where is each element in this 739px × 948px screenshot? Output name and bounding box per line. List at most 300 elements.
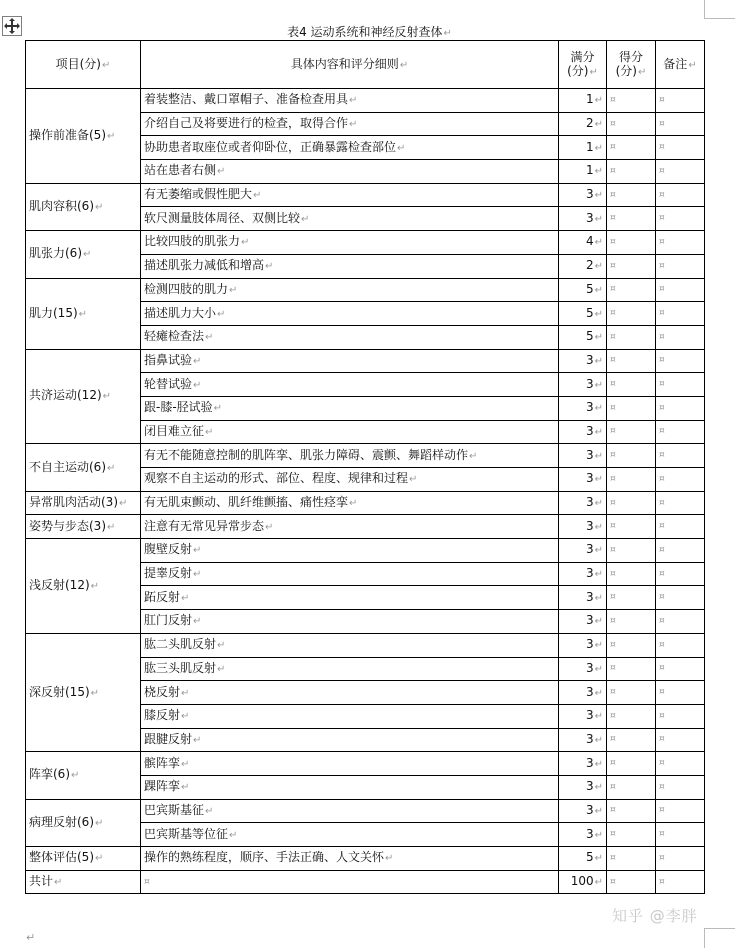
paragraph-mark-icon: ↵ (181, 711, 190, 723)
item-cell[interactable] (26, 847, 141, 871)
full-score-cell[interactable] (559, 183, 607, 207)
cell-end-mark-icon: ¤ (659, 687, 665, 698)
cell-end-mark-icon: ¤ (610, 355, 616, 366)
cell-end-mark-icon: ¤ (610, 379, 616, 390)
cell-end-mark-icon: ¤ (659, 829, 665, 840)
note-cell[interactable] (656, 254, 705, 278)
note-cell[interactable] (656, 160, 705, 184)
note-cell[interactable] (656, 420, 705, 444)
got-score-cell[interactable] (607, 231, 656, 255)
table-row (26, 633, 705, 657)
full-score-cell[interactable] (559, 278, 607, 302)
item-label: 肌张力(6) (29, 246, 82, 261)
full-score-cell[interactable] (559, 444, 607, 468)
paragraph-mark-icon: ↵ (594, 853, 603, 865)
total-note-cell[interactable]: ¤ (656, 870, 705, 894)
full-score-value: 5 (585, 329, 594, 344)
item-cell[interactable] (26, 231, 141, 278)
full-score-cell[interactable] (559, 491, 607, 515)
paragraph-mark-icon: ↵ (594, 616, 603, 628)
paragraph-mark-icon: ↵ (95, 201, 104, 213)
detail-text: 跖反射 (144, 589, 181, 604)
detail-text: 踝阵挛 (144, 779, 181, 794)
got-score-cell[interactable] (607, 183, 656, 207)
note-cell[interactable] (656, 775, 705, 799)
full-score-cell[interactable] (559, 231, 607, 255)
cell-end-mark-icon: ¤ (610, 663, 616, 674)
item-cell[interactable] (26, 444, 141, 491)
detail-cell[interactable] (141, 373, 559, 397)
paragraph-mark-icon: ↵ (349, 119, 358, 131)
got-score-cell[interactable] (607, 610, 656, 634)
got-score-cell[interactable] (607, 325, 656, 349)
cell-end-mark-icon: ¤ (659, 734, 665, 745)
got-score-cell[interactable] (607, 491, 656, 515)
cell-end-mark-icon: ¤ (659, 94, 665, 105)
got-score-cell[interactable] (607, 444, 656, 468)
table-row (26, 515, 705, 539)
full-score-value: 5 (585, 850, 594, 865)
cell-end-mark-icon: ¤ (659, 118, 665, 129)
full-score-cell[interactable] (559, 610, 607, 634)
got-score-cell[interactable] (607, 254, 656, 278)
note-cell[interactable] (656, 539, 705, 563)
paragraph-mark-icon: ↵ (229, 284, 238, 296)
full-score-cell[interactable] (559, 89, 607, 113)
full-score-cell[interactable] (559, 302, 607, 326)
header-note[interactable]: 备注↵ (656, 41, 705, 89)
got-score-cell[interactable] (607, 775, 656, 799)
detail-text: 跟腱反射 (144, 731, 193, 746)
full-score-cell[interactable] (559, 586, 607, 610)
paragraph-mark-icon: ↵ (95, 853, 104, 865)
detail-cell[interactable] (141, 278, 559, 302)
total-detail-cell[interactable]: ¤ (141, 870, 559, 894)
detail-cell[interactable] (141, 633, 559, 657)
cell-end-mark-icon: ¤ (659, 355, 665, 366)
got-score-cell[interactable] (607, 160, 656, 184)
detail-text: 描述肌力大小 (144, 305, 217, 320)
item-label: 操作前准备(5) (29, 127, 106, 142)
detail-cell[interactable] (141, 681, 559, 705)
detail-cell[interactable] (141, 254, 559, 278)
paragraph-mark-icon: ↵ (193, 616, 202, 628)
note-cell[interactable] (656, 112, 705, 136)
note-cell[interactable] (656, 586, 705, 610)
got-score-cell[interactable] (607, 704, 656, 728)
note-cell[interactable] (656, 633, 705, 657)
detail-cell[interactable] (141, 775, 559, 799)
got-score-cell[interactable] (607, 799, 656, 823)
detail-text: 轮替试验 (144, 376, 193, 391)
item-cell[interactable] (26, 278, 141, 349)
detail-cell[interactable] (141, 539, 559, 563)
note-cell[interactable] (656, 183, 705, 207)
got-score-cell[interactable] (607, 539, 656, 563)
paragraph-mark-icon: ↵ (193, 545, 202, 557)
paragraph-mark-icon: ↵ (594, 498, 603, 510)
paragraph-mark-icon: ↵ (594, 190, 603, 202)
paragraph-mark-icon: ↵ (181, 758, 190, 770)
detail-cell[interactable] (141, 728, 559, 752)
full-score-cell[interactable] (559, 704, 607, 728)
table-row (26, 231, 705, 255)
full-score-cell[interactable] (559, 349, 607, 373)
note-cell[interactable] (656, 610, 705, 634)
full-score-value: 2 (585, 116, 594, 131)
detail-cell[interactable] (141, 89, 559, 113)
detail-cell[interactable] (141, 349, 559, 373)
note-cell[interactable] (656, 136, 705, 160)
detail-cell[interactable] (141, 823, 559, 847)
detail-text: 注意有无常见异常步态 (144, 518, 265, 533)
detail-text: 腹壁反射 (144, 542, 193, 557)
paragraph-mark-icon: ↵ (193, 355, 202, 367)
note-cell[interactable] (656, 681, 705, 705)
full-score-cell[interactable] (559, 207, 607, 231)
header-item[interactable]: 项目(分)↵ (26, 41, 141, 89)
full-score-value: 3 (585, 400, 594, 415)
full-score-value: 1 (585, 92, 594, 107)
item-cell[interactable] (26, 752, 141, 799)
full-score-value: 3 (585, 613, 594, 628)
got-score-cell[interactable] (607, 89, 656, 113)
item-cell[interactable] (26, 633, 141, 751)
got-score-cell[interactable] (607, 681, 656, 705)
got-score-cell[interactable] (607, 847, 656, 871)
cell-end-mark-icon: ¤ (610, 852, 616, 863)
full-score-cell[interactable] (559, 420, 607, 444)
cell-end-mark-icon: ¤ (610, 734, 616, 745)
cell-end-mark-icon: ¤ (659, 165, 665, 176)
paragraph-mark-icon: ↵ (385, 853, 394, 865)
paragraph-mark-icon: ↵ (594, 332, 603, 344)
got-score-cell[interactable] (607, 349, 656, 373)
paragraph-mark-icon: ↵ (594, 545, 603, 557)
note-cell[interactable] (656, 231, 705, 255)
paragraph-mark-icon: ↵ (594, 569, 603, 581)
paragraph-mark-icon: ↵ (205, 805, 214, 817)
detail-cell[interactable] (141, 752, 559, 776)
detail-cell[interactable] (141, 136, 559, 160)
full-score-cell[interactable] (559, 468, 607, 492)
paragraph-mark-icon: ↵ (119, 498, 128, 510)
full-score-value: 5 (585, 281, 594, 296)
got-score-cell[interactable] (607, 823, 656, 847)
total-label-cell[interactable]: 共计↵ (26, 870, 141, 894)
cell-end-mark-icon: ¤ (610, 592, 616, 603)
paragraph-mark-icon: ↵ (217, 663, 226, 675)
paragraph-mark-icon: ↵ (265, 261, 274, 273)
detail-cell[interactable] (141, 444, 559, 468)
paragraph-mark-icon: ↵ (193, 734, 202, 746)
detail-text: 肱二头肌反射 (144, 637, 217, 652)
detail-text: 提睾反射 (144, 566, 193, 581)
item-cell[interactable] (26, 515, 141, 539)
item-cell[interactable] (26, 349, 141, 444)
paragraph-mark-icon: ↵ (594, 355, 603, 367)
note-cell[interactable] (656, 657, 705, 681)
detail-cell[interactable] (141, 302, 559, 326)
paragraph-mark-icon: ↵ (594, 687, 603, 699)
full-score-cell[interactable] (559, 775, 607, 799)
note-cell[interactable] (656, 207, 705, 231)
paragraph-mark-icon: ↵ (469, 450, 478, 462)
full-score-value: 3 (585, 447, 594, 462)
note-cell[interactable] (656, 349, 705, 373)
detail-cell[interactable] (141, 847, 559, 871)
full-score-value: 3 (585, 731, 594, 746)
detail-cell[interactable] (141, 112, 559, 136)
note-cell[interactable] (656, 444, 705, 468)
full-score-cell[interactable] (559, 657, 607, 681)
paragraph-mark-icon: ↵ (241, 237, 250, 249)
item-label: 肌力(15) (29, 305, 78, 320)
full-score-cell[interactable] (559, 515, 607, 539)
cell-end-mark-icon: ¤ (610, 568, 616, 579)
cell-end-mark-icon: ¤ (610, 544, 616, 555)
note-cell[interactable] (656, 468, 705, 492)
note-cell[interactable] (656, 728, 705, 752)
cell-end-mark-icon: ¤ (610, 615, 616, 626)
paragraph-mark-icon: ↵ (193, 379, 202, 391)
full-score-value: 3 (585, 376, 594, 391)
detail-cell[interactable] (141, 515, 559, 539)
note-cell[interactable] (656, 491, 705, 515)
detail-cell[interactable] (141, 704, 559, 728)
full-score-value: 3 (585, 187, 594, 202)
paragraph-mark-icon: ↵ (301, 213, 310, 225)
item-cell[interactable] (26, 183, 141, 230)
cell-end-mark-icon: ¤ (610, 402, 616, 413)
detail-text: 膝反射 (144, 708, 181, 723)
full-score-value: 3 (585, 210, 594, 225)
detail-cell[interactable] (141, 207, 559, 231)
cell-end-mark-icon: ¤ (659, 805, 665, 816)
full-score-cell[interactable] (559, 847, 607, 871)
full-score-cell[interactable] (559, 633, 607, 657)
paragraph-mark-icon: ↵ (594, 521, 603, 533)
cell-end-mark-icon: ¤ (659, 497, 665, 508)
detail-cell[interactable] (141, 799, 559, 823)
full-score-cell[interactable] (559, 728, 607, 752)
cell-end-mark-icon: ¤ (610, 781, 616, 792)
full-score-cell[interactable] (559, 136, 607, 160)
note-cell[interactable] (656, 325, 705, 349)
table-row (26, 539, 705, 563)
item-cell[interactable] (26, 539, 141, 634)
full-score-cell[interactable] (559, 752, 607, 776)
full-score-value: 3 (585, 495, 594, 510)
cell-end-mark-icon: ¤ (610, 331, 616, 342)
cell-end-mark-icon: ¤ (610, 308, 616, 319)
item-label: 整体评估(5) (29, 850, 94, 865)
header-detail[interactable]: 具体内容和评分细则↵ (141, 41, 559, 89)
detail-cell[interactable] (141, 657, 559, 681)
note-cell[interactable] (656, 515, 705, 539)
detail-cell[interactable] (141, 160, 559, 184)
cell-end-mark-icon: ¤ (659, 615, 665, 626)
note-cell[interactable] (656, 396, 705, 420)
got-score-cell[interactable] (607, 207, 656, 231)
note-cell[interactable] (656, 847, 705, 871)
detail-cell[interactable] (141, 420, 559, 444)
detail-cell[interactable] (141, 325, 559, 349)
item-cell[interactable] (26, 89, 141, 184)
cell-end-mark-icon: ¤ (659, 450, 665, 461)
full-score-value: 3 (585, 660, 594, 675)
paragraph-mark-icon: ↵ (107, 130, 116, 142)
note-cell[interactable] (656, 373, 705, 397)
paragraph-mark-icon: ↵ (90, 687, 100, 699)
detail-cell[interactable] (141, 562, 559, 586)
got-score-cell[interactable] (607, 302, 656, 326)
detail-text: 巴宾斯基征 (144, 802, 205, 817)
cell-end-mark-icon: ¤ (610, 260, 616, 271)
total-got-cell[interactable]: ¤ (607, 870, 656, 894)
got-score-cell[interactable] (607, 562, 656, 586)
detail-text: 指鼻试验 (144, 352, 193, 367)
got-score-cell[interactable] (607, 396, 656, 420)
full-score-cell[interactable] (559, 823, 607, 847)
cell-end-mark-icon: ¤ (659, 402, 665, 413)
paragraph-mark-icon: ↵ (409, 474, 418, 486)
note-cell[interactable] (656, 562, 705, 586)
cell-end-mark-icon: ¤ (610, 521, 616, 532)
detail-text: 协助患者取座位或者仰卧位，正确暴露检查部位 (144, 139, 397, 154)
paragraph-mark-icon: ↵ (349, 498, 358, 510)
got-score-cell[interactable] (607, 278, 656, 302)
full-score-cell[interactable] (559, 539, 607, 563)
cell-end-mark-icon: ¤ (610, 284, 616, 295)
full-score-cell[interactable] (559, 799, 607, 823)
total-score-cell[interactable]: 100↵ (559, 870, 607, 894)
item-cell[interactable] (26, 491, 141, 515)
got-score-cell[interactable] (607, 420, 656, 444)
detail-cell[interactable] (141, 586, 559, 610)
paragraph-mark-icon: ↵ (594, 663, 603, 675)
paragraph-mark-icon: ↵ (594, 474, 603, 486)
table-row (26, 444, 705, 468)
got-score-cell[interactable] (607, 373, 656, 397)
note-cell[interactable] (656, 302, 705, 326)
got-score-cell[interactable] (607, 468, 656, 492)
paragraph-mark-icon: ↵ (217, 166, 226, 178)
full-score-cell[interactable] (559, 325, 607, 349)
full-score-value: 1 (585, 139, 594, 154)
table-row (26, 491, 705, 515)
cell-end-mark-icon: ¤ (610, 450, 616, 461)
full-score-value: 3 (585, 423, 594, 438)
paragraph-mark-icon: ↵ (594, 640, 603, 652)
full-score-cell[interactable] (559, 396, 607, 420)
paragraph-mark-icon: ↵ (83, 249, 92, 261)
got-score-cell[interactable] (607, 136, 656, 160)
full-score-cell[interactable] (559, 160, 607, 184)
cell-end-mark-icon: ¤ (659, 521, 665, 532)
full-score-value: 3 (585, 589, 594, 604)
detail-text: 操作的熟练程度，顺序、手法正确、人文关怀 (144, 850, 385, 865)
note-cell[interactable] (656, 89, 705, 113)
note-cell[interactable] (656, 823, 705, 847)
full-score-value: 3 (585, 684, 594, 699)
got-score-cell[interactable] (607, 657, 656, 681)
detail-cell[interactable] (141, 183, 559, 207)
table-row (26, 349, 705, 373)
got-score-cell[interactable] (607, 515, 656, 539)
got-score-cell[interactable] (607, 752, 656, 776)
paragraph-mark-icon: ↵ (594, 711, 603, 723)
detail-cell[interactable] (141, 491, 559, 515)
item-label: 浅反射(12) (29, 577, 90, 592)
detail-cell[interactable] (141, 610, 559, 634)
paragraph-mark-icon: ↵ (107, 521, 116, 533)
detail-text: 站在患者右侧 (144, 163, 217, 178)
cell-end-mark-icon: ¤ (610, 687, 616, 698)
cell-end-mark-icon: ¤ (659, 639, 665, 650)
full-score-value: 3 (585, 471, 594, 486)
paragraph-mark-icon: ↵ (594, 592, 603, 604)
full-score-cell[interactable] (559, 681, 607, 705)
paragraph-mark-icon: ↵ (594, 403, 603, 415)
header-got-score[interactable]: 得分(分)↵ (607, 41, 656, 89)
item-label: 不自主运动(6) (29, 459, 106, 474)
cell-end-mark-icon: ¤ (659, 710, 665, 721)
watermark: 知乎 @李胖 (612, 907, 698, 925)
note-cell[interactable] (656, 704, 705, 728)
detail-text: 有无肌束颤动、肌纤维颤搐、痛性痉挛 (144, 495, 349, 510)
detail-text: 轻瘫检查法 (144, 329, 205, 344)
detail-cell[interactable] (141, 396, 559, 420)
note-cell[interactable] (656, 278, 705, 302)
paragraph-mark-icon: ↵ (107, 462, 116, 474)
got-score-cell[interactable] (607, 586, 656, 610)
item-label: 姿势与步态(3) (29, 518, 106, 533)
cell-end-mark-icon: ¤ (659, 331, 665, 342)
paragraph-mark-icon: ↵ (594, 237, 603, 249)
paragraph-mark-icon: ↵ (205, 332, 214, 344)
note-cell[interactable] (656, 752, 705, 776)
note-cell[interactable] (656, 799, 705, 823)
full-score-cell[interactable] (559, 562, 607, 586)
got-score-cell[interactable] (607, 633, 656, 657)
paragraph-mark-icon: ↵ (594, 829, 603, 841)
paragraph-mark-icon: ↵ (95, 817, 104, 829)
paragraph-mark-icon: ↵ (181, 687, 190, 699)
full-score-cell[interactable] (559, 254, 607, 278)
full-score-cell[interactable] (559, 112, 607, 136)
paragraph-mark-icon: ↵ (594, 95, 603, 107)
got-score-cell[interactable] (607, 112, 656, 136)
full-score-value: 2 (585, 258, 594, 273)
item-cell[interactable] (26, 799, 141, 846)
header-full-score[interactable]: 满分(分)↵ (559, 41, 607, 89)
paragraph-mark-icon: ↵ (213, 403, 223, 415)
scoring-table (25, 40, 705, 894)
detail-text: 检测四肢的肌力 (144, 281, 229, 296)
full-score-value: 3 (585, 518, 594, 533)
detail-cell[interactable] (141, 468, 559, 492)
paragraph-mark-icon: ↵ (229, 829, 238, 841)
cell-end-mark-icon: ¤ (610, 710, 616, 721)
full-score-cell[interactable] (559, 373, 607, 397)
full-score-value: 3 (585, 352, 594, 367)
cell-end-mark-icon: ¤ (610, 118, 616, 129)
got-score-cell[interactable] (607, 728, 656, 752)
full-score-value: 3 (585, 826, 594, 841)
item-label: 共济运动(12) (29, 388, 102, 403)
detail-cell[interactable] (141, 231, 559, 255)
